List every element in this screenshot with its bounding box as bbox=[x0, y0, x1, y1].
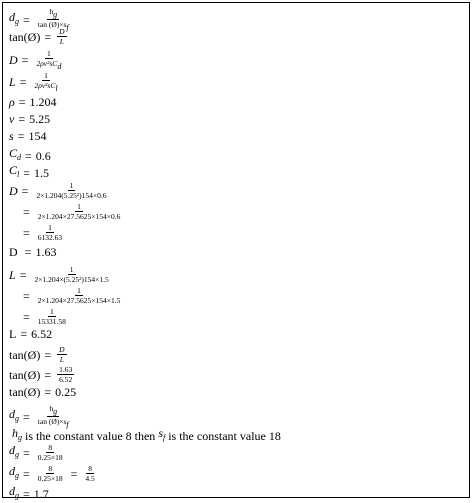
eq-line-6: v = 5.25 bbox=[9, 112, 51, 126]
eq-line-11: = $\frac{1}{2\times 1.204\times 27.5625\times 154\times 0.6}$ bbox=[23, 202, 121, 221]
eq-line-14: L = $\frac{1}{\text{2×1.204×(5.25²)154×1.5}}$ bbox=[9, 265, 109, 284]
fraction: $\frac{8}{0.25\times 18}$ bbox=[37, 464, 63, 483]
eq-line-18: tan(Ø) = $\frac{D}{L}$ bbox=[9, 345, 65, 364]
fraction: $\frac{1}{2\rho v^2sC_l}$ bbox=[34, 71, 58, 93]
eq-line-21: $d_g$ = $\frac{h_g}{\tan (Ø)\times s_f}$ bbox=[9, 404, 69, 429]
eq-line-23: $d_g$ = $\frac{8}{0.25\times 18}$ bbox=[9, 443, 63, 462]
eq-line-1: $d_g$ = $\frac{h_g}{\tan (Ø)\times s_f}$ bbox=[9, 7, 69, 32]
equation-sheet bbox=[2, 2, 470, 501]
fraction: $\frac{8}{4.5}$ bbox=[85, 464, 95, 483]
eq-line-17: L = 6.52 bbox=[9, 327, 53, 341]
fraction: $\frac{8}{0.25\times 18}$ bbox=[37, 443, 63, 462]
eq-line-16: = $\frac{1}{15331.58}$ bbox=[23, 307, 66, 326]
eq-line-4: L = $\frac{1}{2\rho v^2sC_l}$ bbox=[9, 71, 58, 93]
eq-line-19: tan(Ø) = $\frac{1.63}{6.52}$ bbox=[9, 365, 73, 384]
eq-line-24: $d_g$ = $\frac{8}{0.25\times 18}$ = $\frac{8}{4.5}$ bbox=[9, 464, 95, 483]
eq-line-25: $d_g$ = 1.7 bbox=[9, 484, 49, 501]
fraction: $\frac{1}{2\rho v^2sC_d}$ bbox=[36, 49, 62, 71]
eq-line-15: = $\frac{1}{2\times 1.204\times 27.5625\times 154\times 1.5}$ bbox=[23, 286, 121, 305]
fraction: $\frac{1}{2\times 1.204\times 27.5625\times 154\times 0.6}$ bbox=[37, 202, 121, 221]
fraction: $\frac{1}{15331.58}$ bbox=[37, 307, 66, 326]
eq-line-9: $C_l$ = 1.5 bbox=[9, 163, 50, 180]
eq-line-3: D = $\frac{1}{2\rho v^2sC_d}$ bbox=[9, 49, 62, 71]
fraction: $\frac{1}{\text{2×1.204×(5.25²)154×1.5}}$ bbox=[34, 265, 109, 284]
fraction: $\frac{h_g}{\tan (Ø)\times s_f}$ bbox=[37, 404, 69, 429]
eq-line-5: ρ = 1.204 bbox=[9, 95, 57, 109]
eq-line-7: s = 154 bbox=[9, 129, 47, 143]
fraction: $\frac{D}{L}$ bbox=[59, 27, 65, 46]
eq-line-8: $C_d$ = 0.6 bbox=[9, 146, 51, 163]
fraction: $\frac{1.63}{6.52}$ bbox=[59, 365, 73, 384]
fraction: $\frac{1}{2\times 1.204\times 27.5625\times 154\times 1.5}$ bbox=[37, 286, 121, 305]
eq-lhs: $d_g$ bbox=[9, 10, 19, 26]
fraction: $\frac{1}{\text{2×1.204(5.25²)154×0.6}}$ bbox=[36, 181, 107, 200]
eq-line-10: D = $\frac{1}{\text{2×1.204(5.25²)154×0.6}}$ bbox=[9, 181, 107, 200]
eq-line-12: = $\frac{1}{6132.63}$ bbox=[23, 223, 63, 242]
constant-sentence: $h_g$ is the constant value 8 then $s_f$ is the constant value 18 bbox=[12, 426, 281, 443]
fraction: $\frac{1}{6132.63}$ bbox=[37, 223, 63, 242]
eq-line-20: tan(Ø) = 0.25 bbox=[9, 385, 77, 399]
eq-line-2: tan(Ø) = $\frac{D}{L}$ bbox=[9, 27, 65, 46]
fraction: $\frac{D}{L}$ bbox=[59, 345, 65, 364]
eq-line-13: D = 1.63 bbox=[9, 245, 57, 259]
fraction: $\frac{h_g}{\tan (Ø)\times s_f}$ bbox=[37, 7, 69, 32]
